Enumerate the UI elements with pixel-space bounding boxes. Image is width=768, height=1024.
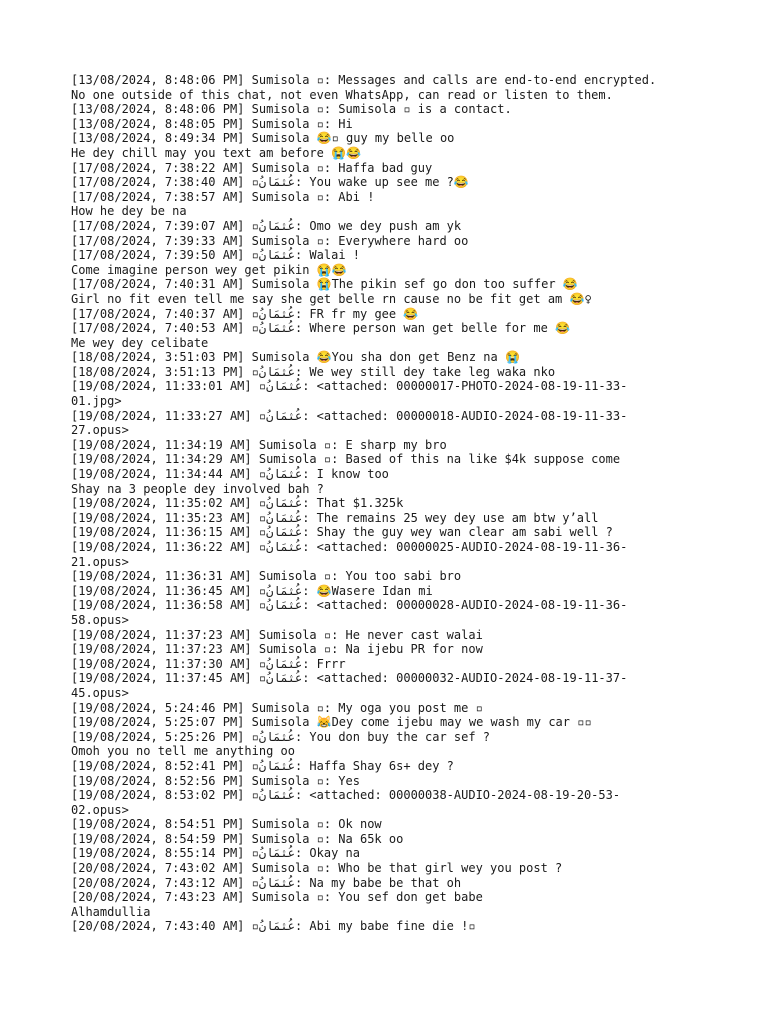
transcript-line: [19/08/2024, 11:35:02 AM] ▫عُثمَانُ: That $1.325k — [71, 496, 404, 511]
transcript-line: Alhamdullia — [71, 904, 151, 919]
transcript-line: [17/08/2024, 7:39:07 AM] ▫عُثمَانُ: Omo we dey push am yk — [71, 218, 462, 233]
transcript-line: 27.opus> — [71, 423, 129, 438]
transcript-line: 45.opus> — [71, 685, 129, 700]
transcript-line: [19/08/2024, 8:52:56 PM] Sumisola ▫: Yes — [71, 773, 360, 788]
transcript-line: [17/08/2024, 7:40:37 AM] ▫عُثمَانُ: FR fr my gee 😂 — [71, 306, 419, 321]
transcript-line: [19/08/2024, 11:36:15 AM] ▫عُثمَانُ: Shay the guy wey wan clear am sabi well ? — [71, 525, 613, 540]
transcript-line: He dey chill may you text am before 😭😂 — [71, 145, 361, 160]
transcript-line: [19/08/2024, 8:54:51 PM] Sumisola ▫: Ok now — [71, 817, 382, 832]
transcript-line: [13/08/2024, 8:48:06 PM] Sumisola ▫: Messages and calls are end-to-end encrypted. — [71, 73, 657, 87]
transcript-line: [19/08/2024, 11:36:45 AM] ▫عُثمَانُ: 😂Wasere Idan mi — [71, 583, 433, 598]
transcript-line: [19/08/2024, 8:55:14 PM] ▫عُثمَانُ: Okay na — [71, 846, 360, 861]
transcript-line: [19/08/2024, 11:36:58 AM] ▫عُثمَانُ: <attached: 00000028-AUDIO-2024-08-19-11-36- — [71, 598, 628, 613]
transcript-line: [19/08/2024, 5:24:46 PM] Sumisola ▫: My oga you post me ▫ — [71, 700, 483, 715]
transcript-line: Omoh you no tell me anything oo — [71, 744, 295, 759]
transcript-line: 58.opus> — [71, 612, 129, 627]
transcript-line: [19/08/2024, 11:33:27 AM] ▫عُثمَانُ: <attached: 00000018-AUDIO-2024-08-19-11-33- — [71, 408, 628, 423]
transcript-line: [13/08/2024, 8:48:05 PM] Sumisola ▫: Hi — [71, 116, 353, 131]
transcript-line: [19/08/2024, 11:33:01 AM] ▫عُثمَانُ: <attached: 00000017-PHOTO-2024-08-19-11-33- — [71, 379, 628, 394]
transcript-line: [20/08/2024, 7:43:12 AM] ▫عُثمَانُ: Na my babe be that oh — [71, 875, 462, 890]
transcript-line: [20/08/2024, 7:43:23 AM] Sumisola ▫: You sef don get babe — [71, 890, 483, 905]
transcript-line: [13/08/2024, 8:48:06 PM] Sumisola ▫: Sumisola ▫ is a contact. — [71, 102, 512, 117]
transcript-line: Come imagine person wey get pikin 😭😂 — [71, 262, 347, 277]
transcript-line: [19/08/2024, 8:52:41 PM] ▫عُثمَانُ: Haffa Shay 6s+ dey ? — [71, 758, 454, 773]
transcript-line: [17/08/2024, 7:38:40 AM] ▫عُثمَانُ: You wake up see me ?😂 — [71, 175, 469, 190]
transcript-line: [19/08/2024, 8:54:59 PM] Sumisola ▫: Na 65k oo — [71, 831, 404, 846]
chat-transcript — [71, 73, 751, 934]
transcript-line: [17/08/2024, 7:40:53 AM] ▫عُثمَانُ: Where person wan get belle for me 😂 — [71, 321, 570, 336]
transcript-line: [13/08/2024, 8:49:34 PM] Sumisola 😂▫ guy my belle oo — [71, 131, 455, 146]
transcript-line: Me wey dey celibate — [71, 335, 209, 350]
transcript-line: 01.jpg> — [71, 394, 122, 409]
transcript-line: [19/08/2024, 5:25:07 PM] Sumisola 😹Dey come ijebu may we wash my car ▫▫ — [71, 715, 592, 730]
transcript-line: [17/08/2024, 7:39:33 AM] Sumisola ▫: Everywhere hard oo — [71, 233, 469, 248]
transcript-line: [19/08/2024, 11:36:31 AM] Sumisola ▫: You too sabi bro — [71, 569, 462, 584]
transcript-line: [19/08/2024, 11:37:23 AM] Sumisola ▫: He never cast walai — [71, 627, 483, 642]
transcript-line: [19/08/2024, 11:34:29 AM] Sumisola ▫: Based of this na like $4k suppose come — [71, 452, 621, 467]
transcript-line: Shay na 3 people dey involved bah ? — [71, 481, 324, 496]
transcript-line: [19/08/2024, 11:35:23 AM] ▫عُثمَانُ: The remains 25 wey dey use am btw y’all — [71, 510, 599, 525]
transcript-line: [19/08/2024, 11:34:44 AM] ▫عُثمَانُ: I know too — [71, 467, 389, 482]
transcript-line: [17/08/2024, 7:40:31 AM] Sumisola 😭The pikin sef go don too suffer 😂 — [71, 277, 578, 292]
transcript-line: [20/08/2024, 7:43:40 AM] ▫عُثمَانُ: Abi my babe fine die !▫ — [71, 919, 476, 934]
transcript-line: [17/08/2024, 7:38:57 AM] Sumisola ▫: Abi ! — [71, 189, 375, 204]
transcript-line: Girl no fit even tell me say she get belle rn cause no be fit get am 😂♀ — [71, 291, 592, 306]
transcript-line: [17/08/2024, 7:38:22 AM] Sumisola ▫: Haffa bad guy — [71, 160, 433, 175]
transcript-line: [19/08/2024, 11:37:45 AM] ▫عُثمَانُ: <attached: 00000032-AUDIO-2024-08-19-11-37- — [71, 671, 628, 686]
transcript-line: [20/08/2024, 7:43:02 AM] Sumisola ▫: Who be that girl wey you post ? — [71, 861, 563, 876]
transcript-line: 02.opus> — [71, 802, 129, 817]
transcript-line: [19/08/2024, 11:37:30 AM] ▫عُثمَانُ: Frrr — [71, 656, 346, 671]
transcript-line: [19/08/2024, 8:53:02 PM] ▫عُثمَانُ: <attached: 00000038-AUDIO-2024-08-19-20-53- — [71, 788, 621, 803]
transcript-line: How he dey be na — [71, 204, 187, 219]
transcript-line: [18/08/2024, 3:51:13 PM] ▫عُثمَانُ: We wey still dey take leg waka nko — [71, 364, 556, 379]
transcript-line: No one outside of this chat, not even WhatsApp, can read or listen to them. — [71, 87, 613, 102]
transcript-line: [18/08/2024, 3:51:03 PM] Sumisola 😂You sha don get Benz na 😭 — [71, 350, 520, 365]
transcript-line: [19/08/2024, 11:37:23 AM] Sumisola ▫: Na ijebu PR for now — [71, 642, 483, 657]
transcript-line: [17/08/2024, 7:39:50 AM] ▫عُثمَانُ: Walai ! — [71, 248, 360, 263]
transcript-line: [19/08/2024, 5:25:26 PM] ▫عُثمَانُ: You don buy the car sef ? — [71, 729, 491, 744]
transcript-line: 21.opus> — [71, 554, 129, 569]
transcript-line: [19/08/2024, 11:34:19 AM] Sumisola ▫: E sharp my bro — [71, 437, 447, 452]
transcript-line: [19/08/2024, 11:36:22 AM] ▫عُثمَانُ: <attached: 00000025-AUDIO-2024-08-19-11-36- — [71, 540, 628, 554]
